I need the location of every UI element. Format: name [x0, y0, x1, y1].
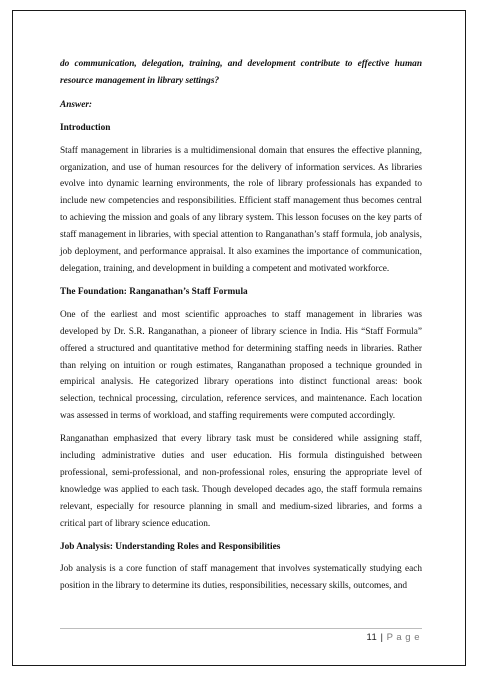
footer-divider — [60, 628, 422, 629]
intro-paragraph: Staff management in libraries is a multidimensional domain that ensures the effective planning, organization, and use of human resources for the delivery of information services. As libraries evolve into dynamic learning environments, the role of library professionals has expanded to include new competencies and responsibilities. Efficient staff management thus becomes central to achieving the mission and goals of any library system. This lesson focuses on the key parts of staff management in libraries, with special attention to Ranganathan’s staff formula, job analysis, job deployment, and performance appraisal. It also examines the importance of communication, delegation, training, and development in building a competent and motivated workforce. — [60, 145, 422, 274]
document-body — [60, 56, 422, 601]
formula-paragraph-2: Ranganathan emphasized that every library task must be considered while assigning staff, including administrative duties and user education. His formula distinguished between professional, semi-professional, and non-professional roles, ensuring the appropriate level of knowledge was applied to each task. Though developed decades ago, the staff formula remains relevant, especially for resource planning in small and medium-sized libraries, and forms a critical part of library science education. — [60, 434, 422, 529]
job-analysis-heading: Job Analysis: Understanding Roles and Responsibilities — [60, 541, 281, 552]
page-footer — [366, 632, 420, 643]
job-analysis-paragraph: Job analysis is a core function of staff management that involves systematically studying each position in the library to determine its duties, responsibilities, necessary skills, outcomes, and — [60, 564, 422, 592]
formula-heading: The Foundation: Ranganathan’s Staff Formula — [60, 286, 248, 297]
footer-separator: | — [380, 632, 384, 643]
formula-paragraph-1: One of the earliest and most scientific approaches to staff management in libraries was developed by Dr. S.R. Ranganathan, a pioneer of library science in India. His “Staff Formula” offered a structured and quantitative method for determining staffing needs in libraries. Rather than relying on intuition or rough estimates, Ranganathan proposed a technique grounded in empirical analysis. He categorized library operations into distinct functional areas: book selection, technical processing, circulation, reference services, and maintenance. Each location was assessed in terms of workload, and staffing requirements were computed accordingly. — [60, 309, 422, 422]
answer-label: Answer: — [60, 99, 93, 110]
page-word: P a g e — [386, 632, 420, 643]
page-number: 11 — [366, 632, 378, 643]
question-text: do communication, delegation, training, and development contribute to effective human resource management in library settings? — [60, 59, 422, 86]
intro-heading: Introduction — [60, 122, 111, 133]
